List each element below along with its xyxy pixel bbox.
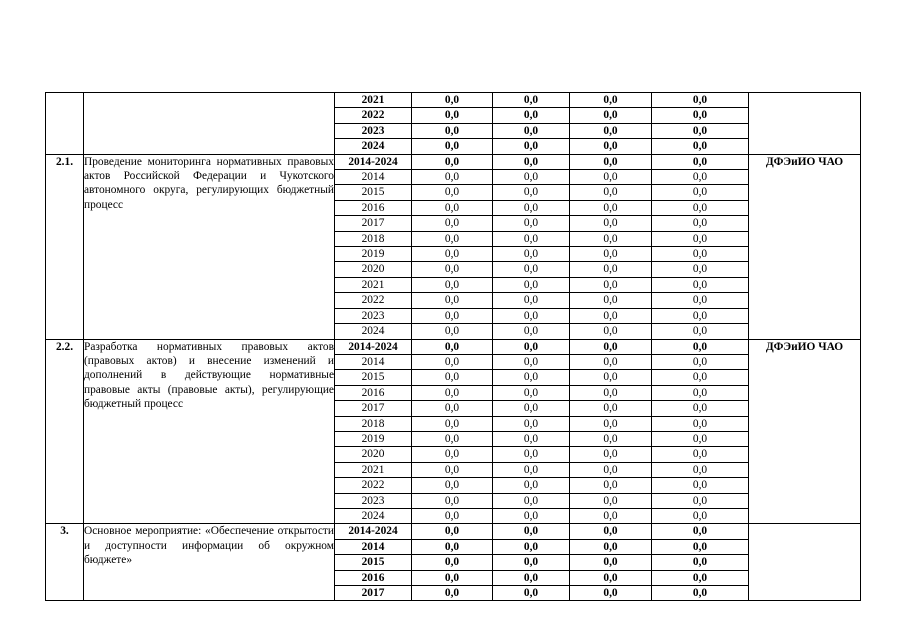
- funding-value-cell: 0,0: [652, 478, 749, 493]
- funding-value-cell: 0,0: [493, 170, 570, 185]
- funding-value-cell: 0,0: [493, 247, 570, 262]
- funding-value-cell: 0,0: [493, 185, 570, 200]
- year-cell: 2017: [335, 401, 412, 416]
- funding-value-cell: 0,0: [493, 493, 570, 508]
- funding-value-cell: 0,0: [570, 324, 652, 339]
- funding-value-cell: 0,0: [412, 170, 493, 185]
- responsible-executor: ДФЭиИО ЧАО: [749, 339, 861, 524]
- year-cell: 2014: [335, 354, 412, 369]
- funding-value-cell: 0,0: [412, 154, 493, 169]
- funding-value-cell: 0,0: [412, 478, 493, 493]
- funding-value-cell: 0,0: [652, 108, 749, 123]
- year-cell: 2017: [335, 216, 412, 231]
- funding-value-cell: 0,0: [493, 478, 570, 493]
- funding-value-cell: 0,0: [493, 216, 570, 231]
- year-cell: 2016: [335, 570, 412, 585]
- funding-value-cell: 0,0: [412, 447, 493, 462]
- funding-value-cell: 0,0: [570, 416, 652, 431]
- funding-value-cell: 0,0: [570, 139, 652, 154]
- responsible-executor: [749, 524, 861, 601]
- funding-value-cell: 0,0: [570, 108, 652, 123]
- funding-value-cell: 0,0: [570, 447, 652, 462]
- funding-value-cell: 0,0: [493, 401, 570, 416]
- funding-value-cell: 0,0: [652, 93, 749, 108]
- funding-value-cell: 0,0: [570, 200, 652, 215]
- year-cell: 2024: [335, 324, 412, 339]
- funding-value-cell: 0,0: [652, 339, 749, 354]
- funding-value-cell: 0,0: [412, 308, 493, 323]
- funding-value-cell: 0,0: [570, 154, 652, 169]
- funding-value-cell: 0,0: [493, 385, 570, 400]
- funding-value-cell: 0,0: [412, 416, 493, 431]
- funding-value-cell: 0,0: [493, 139, 570, 154]
- funding-value-cell: 0,0: [493, 431, 570, 446]
- funding-value-cell: 0,0: [570, 462, 652, 477]
- funding-value-cell: 0,0: [412, 570, 493, 585]
- funding-value-cell: 0,0: [493, 447, 570, 462]
- funding-value-cell: 0,0: [493, 339, 570, 354]
- activity-description: Проведение мониторинга нормативных правовых актов Российской Федерации и Чукотского автономного округа, регулирующих бюджетный процесс: [84, 154, 335, 339]
- funding-value-cell: 0,0: [493, 93, 570, 108]
- funding-value-cell: 0,0: [570, 277, 652, 292]
- funding-value-cell: 0,0: [652, 524, 749, 539]
- year-cell: 2015: [335, 555, 412, 570]
- year-cell: 2022: [335, 478, 412, 493]
- funding-value-cell: 0,0: [412, 93, 493, 108]
- funding-value-cell: 0,0: [652, 462, 749, 477]
- funding-value-cell: 0,0: [412, 555, 493, 570]
- funding-value-cell: 0,0: [493, 555, 570, 570]
- item-number: 2.2.: [46, 339, 84, 524]
- year-cell: 2014: [335, 170, 412, 185]
- funding-value-cell: 0,0: [412, 293, 493, 308]
- funding-value-cell: 0,0: [412, 539, 493, 554]
- funding-value-cell: 0,0: [493, 200, 570, 215]
- year-cell: 2022: [335, 293, 412, 308]
- funding-value-cell: 0,0: [652, 277, 749, 292]
- funding-value-cell: 0,0: [652, 370, 749, 385]
- funding-value-cell: 0,0: [652, 139, 749, 154]
- funding-value-cell: 0,0: [412, 493, 493, 508]
- funding-value-cell: 0,0: [652, 555, 749, 570]
- year-cell: 2016: [335, 200, 412, 215]
- funding-value-cell: 0,0: [493, 123, 570, 138]
- budget-table: [45, 92, 861, 601]
- funding-value-cell: 0,0: [570, 478, 652, 493]
- year-cell: 2023: [335, 308, 412, 323]
- funding-value-cell: 0,0: [493, 277, 570, 292]
- funding-value-cell: 0,0: [652, 154, 749, 169]
- funding-value-cell: 0,0: [570, 308, 652, 323]
- funding-value-cell: 0,0: [412, 324, 493, 339]
- funding-value-cell: 0,0: [652, 508, 749, 523]
- year-cell: 2023: [335, 123, 412, 138]
- funding-value-cell: 0,0: [412, 139, 493, 154]
- funding-value-cell: 0,0: [493, 508, 570, 523]
- year-cell: 2016: [335, 385, 412, 400]
- item-number: 3.: [46, 524, 84, 601]
- funding-value-cell: 0,0: [570, 370, 652, 385]
- funding-value-cell: 0,0: [412, 216, 493, 231]
- year-cell: 2023: [335, 493, 412, 508]
- funding-value-cell: 0,0: [652, 324, 749, 339]
- funding-value-cell: 0,0: [570, 493, 652, 508]
- funding-value-cell: 0,0: [570, 401, 652, 416]
- item-number: [46, 93, 84, 155]
- year-cell: 2021: [335, 462, 412, 477]
- funding-value-cell: 0,0: [412, 524, 493, 539]
- activity-description: [84, 93, 335, 155]
- funding-value-cell: 0,0: [652, 570, 749, 585]
- funding-value-cell: 0,0: [570, 262, 652, 277]
- funding-value-cell: 0,0: [570, 431, 652, 446]
- funding-value-cell: 0,0: [652, 185, 749, 200]
- funding-value-cell: 0,0: [570, 231, 652, 246]
- year-cell: 2022: [335, 108, 412, 123]
- funding-value-cell: 0,0: [652, 262, 749, 277]
- table-row: [46, 524, 861, 539]
- activity-description: Разработка нормативных правовых актов (правовых актов) и внесение изменений и дополнений в действующие нормативные правовые акты (правовые акты), регулирующие бюджетный процесс: [84, 339, 335, 524]
- funding-value-cell: 0,0: [412, 508, 493, 523]
- funding-value-cell: 0,0: [652, 447, 749, 462]
- table-row: [46, 93, 861, 108]
- funding-value-cell: 0,0: [412, 339, 493, 354]
- funding-value-cell: 0,0: [493, 462, 570, 477]
- funding-value-cell: 0,0: [493, 262, 570, 277]
- responsible-executor: ДФЭиИО ЧАО: [749, 154, 861, 339]
- funding-value-cell: 0,0: [652, 401, 749, 416]
- funding-value-cell: 0,0: [652, 586, 749, 601]
- funding-value-cell: 0,0: [412, 401, 493, 416]
- funding-value-cell: 0,0: [570, 293, 652, 308]
- year-cell: 2020: [335, 447, 412, 462]
- table-row: [46, 339, 861, 354]
- funding-value-cell: 0,0: [412, 462, 493, 477]
- funding-value-cell: 0,0: [570, 93, 652, 108]
- funding-value-cell: 0,0: [493, 354, 570, 369]
- table-body: [46, 93, 861, 601]
- year-cell: 2015: [335, 185, 412, 200]
- year-cell: 2019: [335, 431, 412, 446]
- year-cell: 2014: [335, 539, 412, 554]
- year-cell: 2014-2024: [335, 154, 412, 169]
- funding-value-cell: 0,0: [652, 539, 749, 554]
- budget-table-page: [45, 92, 861, 601]
- funding-value-cell: 0,0: [412, 108, 493, 123]
- funding-value-cell: 0,0: [493, 570, 570, 585]
- funding-value-cell: 0,0: [570, 570, 652, 585]
- funding-value-cell: 0,0: [493, 154, 570, 169]
- funding-value-cell: 0,0: [652, 293, 749, 308]
- funding-value-cell: 0,0: [570, 385, 652, 400]
- funding-value-cell: 0,0: [570, 539, 652, 554]
- year-cell: 2014-2024: [335, 339, 412, 354]
- funding-value-cell: 0,0: [493, 370, 570, 385]
- funding-value-cell: 0,0: [570, 354, 652, 369]
- funding-value-cell: 0,0: [652, 170, 749, 185]
- funding-value-cell: 0,0: [652, 216, 749, 231]
- year-cell: 2024: [335, 139, 412, 154]
- year-cell: 2021: [335, 277, 412, 292]
- activity-description: Основное мероприятие: «Обеспечение открытости и доступности информации об окружном бюджете»: [84, 524, 335, 601]
- funding-value-cell: 0,0: [493, 324, 570, 339]
- responsible-executor: [749, 93, 861, 155]
- funding-value-cell: 0,0: [493, 524, 570, 539]
- year-cell: 2020: [335, 262, 412, 277]
- table-row: [46, 154, 861, 169]
- funding-value-cell: 0,0: [493, 416, 570, 431]
- year-cell: 2024: [335, 508, 412, 523]
- funding-value-cell: 0,0: [570, 123, 652, 138]
- funding-value-cell: 0,0: [412, 185, 493, 200]
- funding-value-cell: 0,0: [570, 555, 652, 570]
- funding-value-cell: 0,0: [652, 231, 749, 246]
- funding-value-cell: 0,0: [493, 308, 570, 323]
- funding-value-cell: 0,0: [570, 170, 652, 185]
- funding-value-cell: 0,0: [570, 339, 652, 354]
- funding-value-cell: 0,0: [493, 586, 570, 601]
- funding-value-cell: 0,0: [570, 185, 652, 200]
- funding-value-cell: 0,0: [652, 354, 749, 369]
- funding-value-cell: 0,0: [412, 231, 493, 246]
- funding-value-cell: 0,0: [570, 586, 652, 601]
- year-cell: 2021: [335, 93, 412, 108]
- funding-value-cell: 0,0: [412, 200, 493, 215]
- funding-value-cell: 0,0: [652, 493, 749, 508]
- funding-value-cell: 0,0: [412, 247, 493, 262]
- year-cell: 2018: [335, 416, 412, 431]
- funding-value-cell: 0,0: [412, 370, 493, 385]
- year-cell: 2014-2024: [335, 524, 412, 539]
- funding-value-cell: 0,0: [570, 216, 652, 231]
- funding-value-cell: 0,0: [493, 293, 570, 308]
- funding-value-cell: 0,0: [652, 431, 749, 446]
- item-number: 2.1.: [46, 154, 84, 339]
- funding-value-cell: 0,0: [412, 586, 493, 601]
- year-cell: 2017: [335, 586, 412, 601]
- year-cell: 2018: [335, 231, 412, 246]
- funding-value-cell: 0,0: [412, 431, 493, 446]
- funding-value-cell: 0,0: [652, 308, 749, 323]
- funding-value-cell: 0,0: [570, 247, 652, 262]
- funding-value-cell: 0,0: [652, 416, 749, 431]
- funding-value-cell: 0,0: [652, 247, 749, 262]
- funding-value-cell: 0,0: [652, 385, 749, 400]
- funding-value-cell: 0,0: [493, 108, 570, 123]
- year-cell: 2015: [335, 370, 412, 385]
- funding-value-cell: 0,0: [652, 123, 749, 138]
- funding-value-cell: 0,0: [493, 231, 570, 246]
- funding-value-cell: 0,0: [652, 200, 749, 215]
- funding-value-cell: 0,0: [412, 262, 493, 277]
- funding-value-cell: 0,0: [493, 539, 570, 554]
- funding-value-cell: 0,0: [412, 385, 493, 400]
- year-cell: 2019: [335, 247, 412, 262]
- funding-value-cell: 0,0: [412, 277, 493, 292]
- funding-value-cell: 0,0: [412, 123, 493, 138]
- funding-value-cell: 0,0: [570, 524, 652, 539]
- funding-value-cell: 0,0: [570, 508, 652, 523]
- funding-value-cell: 0,0: [412, 354, 493, 369]
